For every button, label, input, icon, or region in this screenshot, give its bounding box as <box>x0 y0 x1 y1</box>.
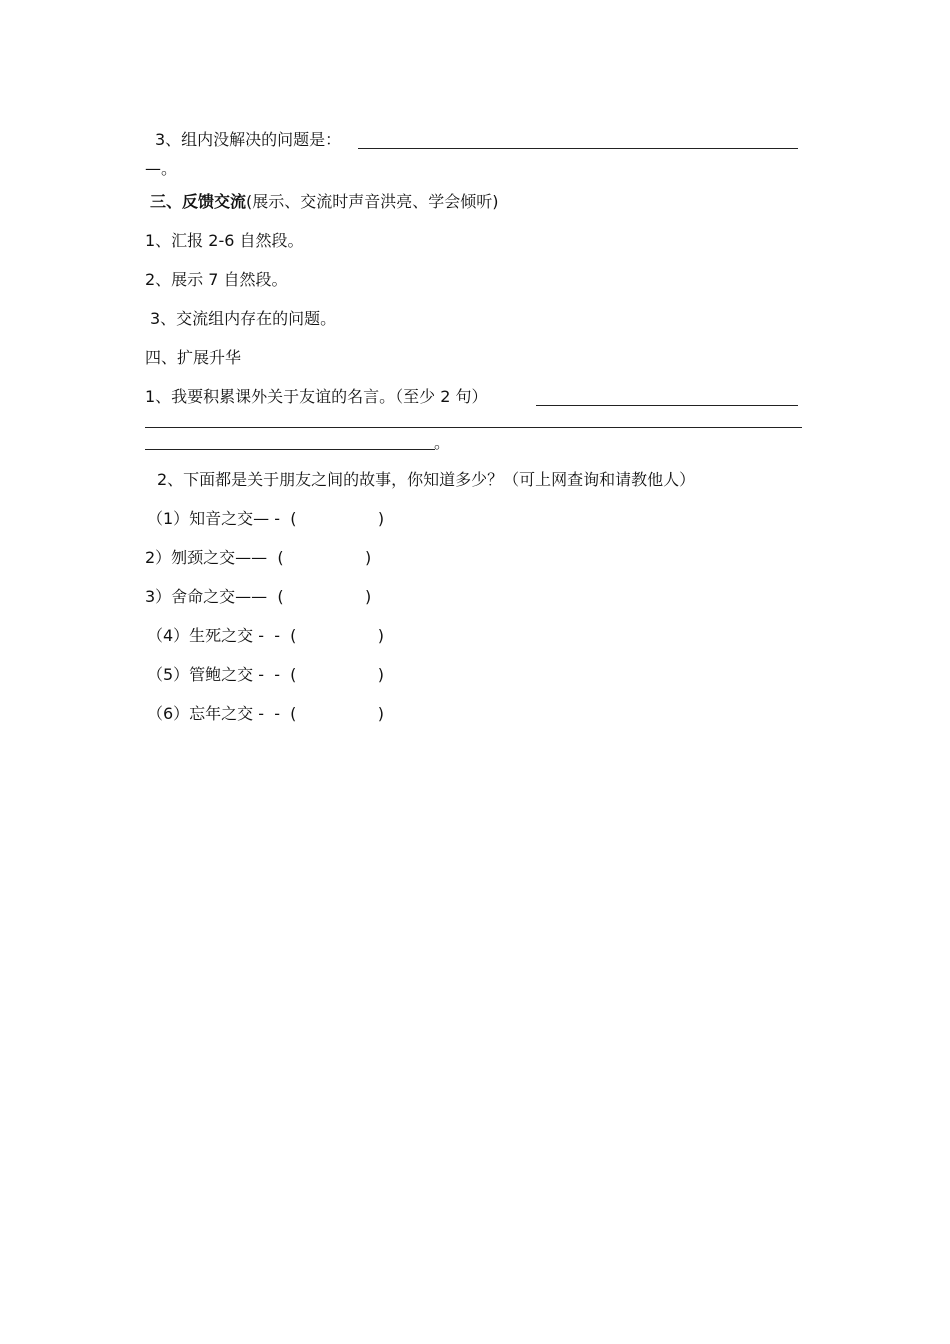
story-item-4: （4）生死之交 - - ( ) <box>147 626 385 645</box>
section3-item-2: 2、展示 7 自然段。 <box>145 270 288 289</box>
section3-heading-row <box>150 192 499 212</box>
section3-heading: 三、反馈交流 <box>150 192 247 211</box>
story-item-2: 2）刎颈之交—— ( ) <box>145 548 372 567</box>
story-item-6: （6）忘年之交 - - ( ) <box>147 704 385 723</box>
story-item-1: （1）知音之交— - ( ) <box>147 509 385 528</box>
q3-line-end: —。 <box>145 159 178 178</box>
story-item-3: 3）舍命之交—— ( ) <box>145 587 372 606</box>
answer-line[interactable] <box>358 148 798 149</box>
q3-unsolved-label: 3、组内没解决的问题是： <box>155 130 342 149</box>
answer-line[interactable] <box>145 449 435 450</box>
section4-q1: 1、我要积累课外关于友谊的名言。（至少 2 句） <box>145 387 488 406</box>
section3-note: (展示、交流时声音洪亮、学会倾听) <box>246 192 499 211</box>
section3-item-1: 1、汇报 2-6 自然段。 <box>145 231 304 250</box>
q1-line-end: 。 <box>434 433 451 452</box>
section4-heading: 四、扩展升华 <box>145 348 242 367</box>
story-item-5: （5）管鲍之交 - - ( ) <box>147 665 385 684</box>
section4-q2: 2、下面都是关于朋友之间的故事，你知道多少？（可上网查询和请教他人） <box>157 470 696 489</box>
answer-line[interactable] <box>536 405 798 406</box>
section3-item-3: 3、交流组内存在的问题。 <box>150 309 337 328</box>
answer-line[interactable] <box>145 427 802 428</box>
